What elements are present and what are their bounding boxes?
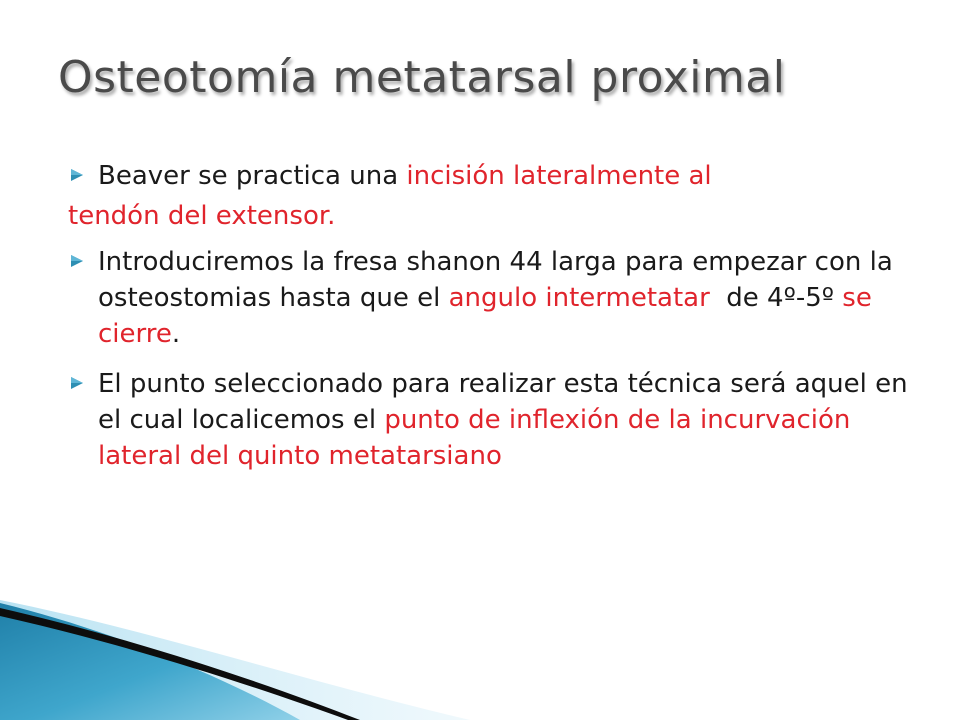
slide-title: Osteotomía metatarsal proximal <box>58 52 786 103</box>
paragraph-3-run-4: se cierre <box>98 283 872 349</box>
paragraph-1-run-2: incisión lateralmente al <box>406 161 712 191</box>
paragraph-4-run-2: punto de inflexión de la incurvación lateral del quinto metatarsiano <box>98 405 851 471</box>
paragraph-2-run-1: tendón del extensor. <box>68 201 336 231</box>
paragraph-1-run-1: Beaver se practica una <box>98 161 407 191</box>
paragraph-3-run-3: de 4º-5º <box>709 283 843 313</box>
paragraph-4-run-1: El punto seleccionado para realizar esta técnica será aquel en el cual localicemos el <box>98 369 908 435</box>
paragraph-3-run-2: angulo intermetatar <box>448 283 710 313</box>
paragraph-3-run-5: . <box>171 319 181 349</box>
paragraph-3-run-1: Introduciremos la fresa shanon 44 larga para empezar con la osteostomias hasta que el <box>98 247 893 313</box>
